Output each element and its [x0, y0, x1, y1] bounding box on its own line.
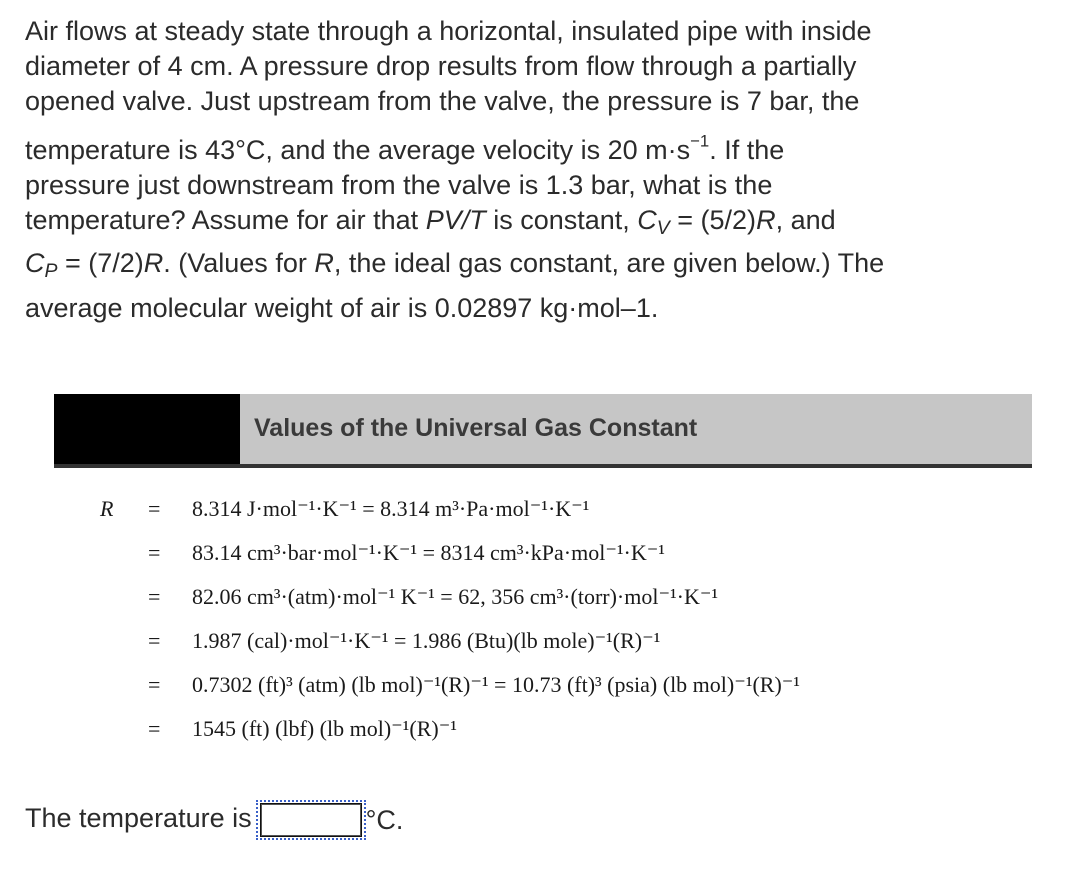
problem-line-1: Air flows at steady state through a horizontal, insulated pipe with inside	[25, 16, 872, 46]
equals-sign: =	[148, 628, 161, 653]
header-black-block	[54, 394, 240, 468]
problem-line-3: opened valve. Just upstream from the valve, the pressure is 7 bar, the	[25, 86, 860, 116]
problem-line-6: temperature? Assume for air that PV/T is constant, $C_V = (5/2)R$, and	[25, 205, 836, 239]
gas-constant-expression: 1545 (ft) (lbf) (lb mol)⁻¹(R)⁻¹	[192, 716, 457, 741]
problem-line-4: temperature is 43°C, and the average velocity is 20 $m\cdot s^{-1}$. If the	[25, 131, 785, 165]
problem-line-5: pressure just downstream from the valve is 1.3 bar, what is the	[25, 170, 773, 200]
answer-row	[25, 800, 403, 840]
gas-constant-expression: 83.14 cm³·bar·mol⁻¹·K⁻¹ = 8314 cm³·kPa·mol⁻¹·K⁻¹	[192, 540, 665, 565]
gas-constant-table-header	[54, 394, 1032, 468]
header-rule	[54, 464, 1032, 468]
problem-line-2: diameter of 4 cm. A pressure drop results from flow through a partially	[25, 51, 857, 81]
gas-constant-expression: 8.314 J·mol⁻¹·K⁻¹ = 8.314 m³·Pa·mol⁻¹·K⁻¹	[192, 496, 590, 521]
problem-statement	[25, 14, 1065, 326]
problem-line-7: $C_P = (7/2)R$. (Values for R, the ideal gas constant, are given below.) The	[25, 248, 885, 282]
answer-unit: °C.	[365, 805, 404, 835]
gas-constant-expression: 82.06 cm³·(atm)·mol⁻¹ K⁻¹ = 62, 356 cm³·(torr)·mol⁻¹·K⁻¹	[192, 584, 719, 609]
equals-sign: =	[148, 716, 161, 741]
header-gray-band	[240, 394, 1032, 468]
answer-label: The temperature is	[25, 803, 252, 834]
temperature-answer-input[interactable]	[260, 803, 362, 837]
gas-constant-expression: 0.7302 (ft)³ (atm) (lb mol)⁻¹(R)⁻¹ = 10.73 (ft)³ (psia) (lb mol)⁻¹(R)⁻¹	[192, 672, 800, 697]
r-symbol: R	[100, 496, 114, 521]
gas-constant-expression: 1.987 (cal)·mol⁻¹·K⁻¹ = 1.986 (Btu)(lb mole)⁻¹(R)⁻¹	[192, 628, 661, 653]
equals-sign: =	[148, 584, 161, 609]
answer-input-focus-ring	[256, 800, 366, 840]
equals-sign: =	[148, 496, 161, 521]
table-title: Values of the Universal Gas Constant	[254, 414, 698, 442]
equals-sign: =	[148, 540, 161, 565]
problem-line-8: average molecular weight of air is 0.02897 kg·mol–1.	[25, 293, 659, 323]
equals-sign: =	[148, 672, 161, 697]
